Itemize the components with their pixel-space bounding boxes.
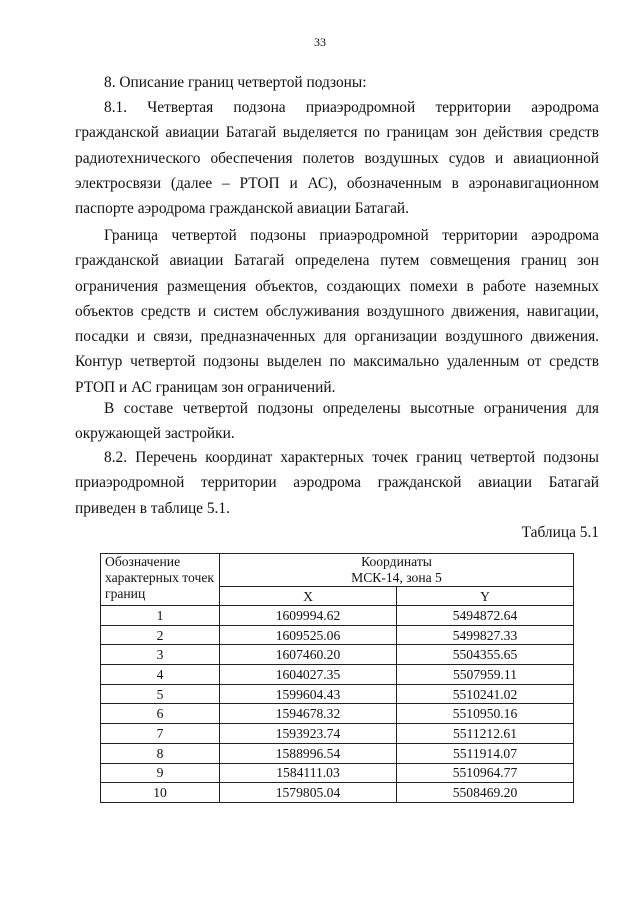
table-row: [101, 783, 574, 803]
coordinates-group-header: [220, 554, 574, 587]
point-cell: 5: [101, 684, 220, 704]
y-coordinate-cell: 5507959.11: [397, 665, 574, 685]
y-coordinate-cell: 5510241.02: [397, 684, 574, 704]
page-number: 33: [314, 35, 326, 49]
point-column-header: Обозначение характерных точек границ: [101, 554, 220, 606]
y-coordinate-cell: 5510964.77: [397, 763, 574, 783]
table-caption: Таблица 5.1: [521, 524, 599, 541]
y-coordinate-cell: 5510950.16: [397, 704, 574, 724]
y-coordinate-cell: 5508469.20: [397, 783, 574, 803]
coordinates-header-system: МСК-14, зона 5: [351, 570, 442, 585]
point-cell: 10: [101, 783, 220, 803]
table-row: [101, 704, 574, 724]
table-row: [101, 763, 574, 783]
y-coordinate-cell: 5504355.65: [397, 645, 574, 665]
section-heading: 8. Описание границ четвертой подзоны:: [104, 74, 367, 91]
x-coordinate-cell: 1579805.04: [220, 783, 397, 803]
x-coordinate-cell: 1599604.43: [220, 684, 397, 704]
coordinates-header-title: Координаты: [361, 554, 432, 569]
point-cell: 1: [101, 606, 220, 626]
y-coordinate-cell: 5511212.61: [397, 724, 574, 744]
x-coordinate-cell: 1594678.32: [220, 704, 397, 724]
paragraph-boundary: Граница четвертой подзоны приаэродромной территории аэродрома гражданской авиации Батагай определена путем совмещения границ зон ограничения размещения объектов, создающих помехи в работе наземных объектов средств и систем обслуживания воздушного движения, навигации, посадки и связи, предназначенных для организации воздушного движения. Контур четвертой подзоны выделен по максимально удаленным от средств РТОП и АС границам зон ограничений.: [75, 227, 599, 396]
y-coordinate-cell: 5511914.07: [397, 743, 574, 763]
table-row: [101, 743, 574, 763]
y-column-header: Y: [397, 587, 574, 606]
table-row: [101, 606, 574, 626]
table-row: [101, 645, 574, 665]
x-coordinate-cell: 1609525.06: [220, 625, 397, 645]
point-cell: 9: [101, 763, 220, 783]
paragraph-8-1: 8.1. Четвертая подзона приаэродромной территории аэродрома гражданской авиации Батагай выделяется по границам зон действия средств радиотехнического обеспечения полетов воздушных судов и авиационной электросвязи (далее – РТОП и АС), обозначенным в аэронавигационном паспорте аэродрома гражданской авиации Батагай.: [75, 99, 599, 218]
x-coordinate-cell: 1607460.20: [220, 645, 397, 665]
table-body: [101, 606, 574, 803]
point-cell: 3: [101, 645, 220, 665]
x-coordinate-cell: 1588996.54: [220, 743, 397, 763]
table-row: [101, 665, 574, 685]
table-row: [101, 684, 574, 704]
table-row: [101, 625, 574, 645]
paragraph-8-2: 8.2. Перечень координат характерных точек границ четвертой подзоны приаэродромной территории аэродрома гражданской авиации Батагай приведен в таблице 5.1.: [75, 449, 599, 517]
x-coordinate-cell: 1609994.62: [220, 606, 397, 626]
point-cell: 6: [101, 704, 220, 724]
x-coordinate-cell: 1593923.74: [220, 724, 397, 744]
x-coordinate-cell: 1584111.03: [220, 763, 397, 783]
point-cell: 7: [101, 724, 220, 744]
x-coordinate-cell: 1604027.35: [220, 665, 397, 685]
coordinates-table: [100, 553, 574, 803]
y-coordinate-cell: 5499827.33: [397, 625, 574, 645]
table-row: [101, 724, 574, 744]
point-cell: 4: [101, 665, 220, 685]
point-cell: 8: [101, 743, 220, 763]
point-cell: 2: [101, 625, 220, 645]
x-column-header: X: [220, 587, 397, 606]
paragraph-height-limits: В составе четвертой подзоны определены высотные ограничения для окружающей застройки.: [75, 400, 599, 443]
y-coordinate-cell: 5494872.64: [397, 606, 574, 626]
